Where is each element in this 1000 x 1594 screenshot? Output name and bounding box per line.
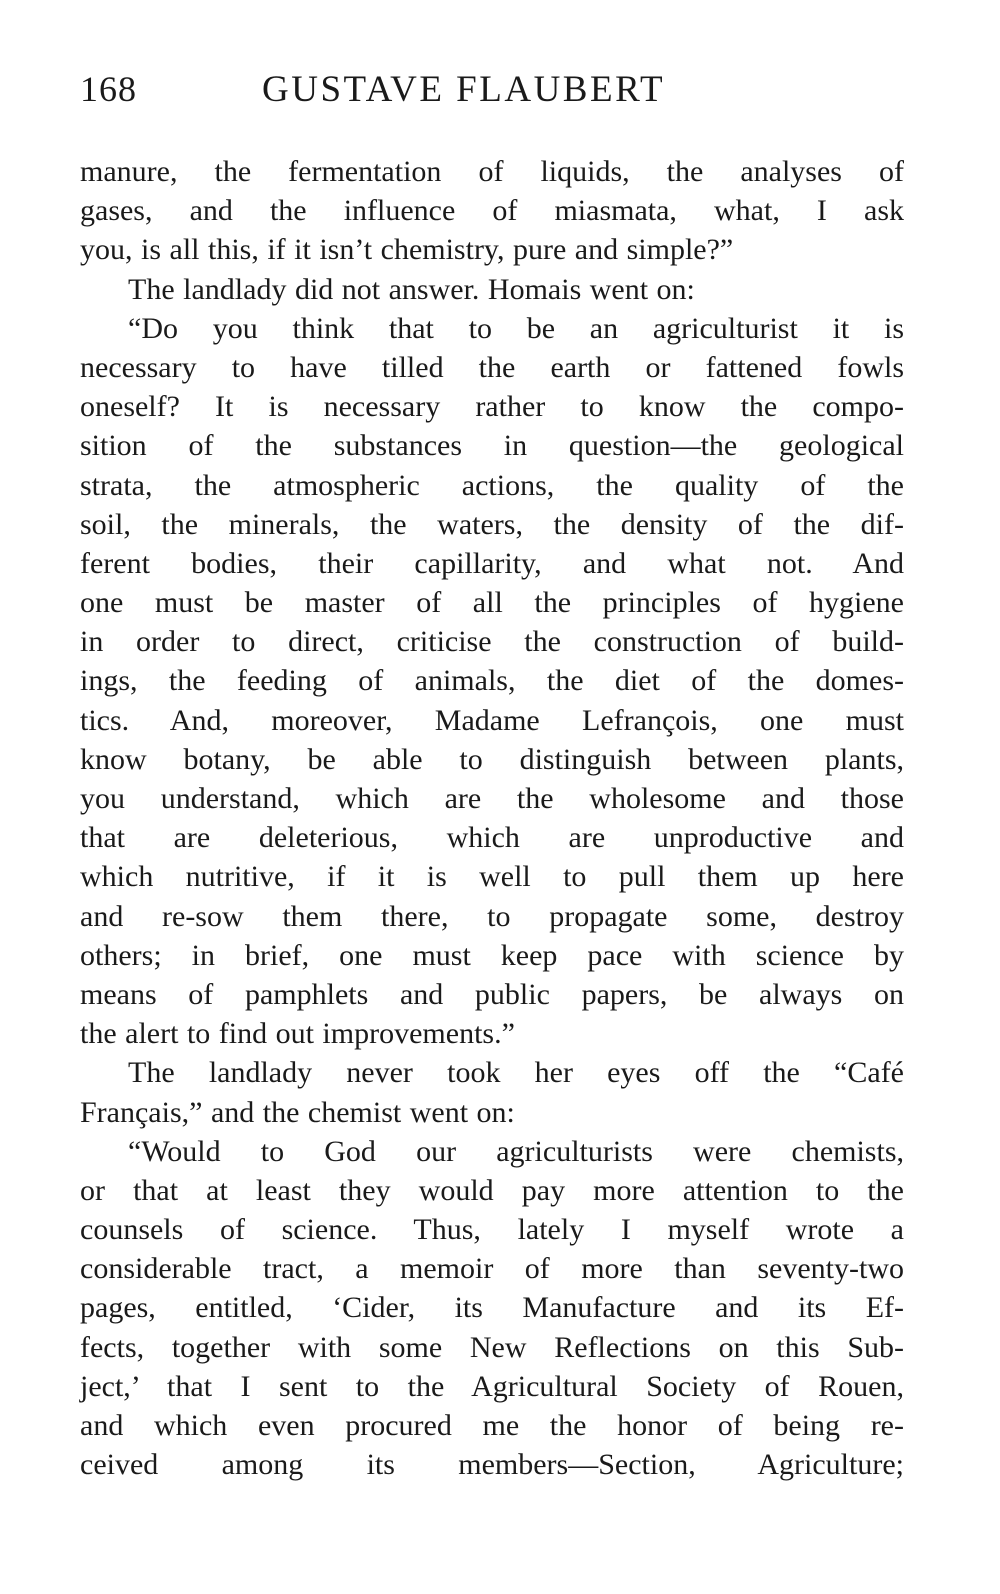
text-line: and which even procured me the honor of being re- <box>80 1409 904 1442</box>
text-line: The landlady never took her eyes off the “Café <box>128 1056 904 1090</box>
text-line: necessary to have tilled the earth or fattened fowls <box>80 350 904 384</box>
book-page <box>80 0 904 1594</box>
text-line: ferent bodies, their capillarity, and what not. And <box>80 546 904 580</box>
text-line: know botany, be able to distinguish between plants, <box>80 742 904 776</box>
text-line: strata, the atmospheric actions, the quality of the <box>80 468 904 502</box>
text-line: one must be master of all the principles of hygiene <box>80 586 904 620</box>
text-line: pages, entitled, ‘Cider, its Manufacture and its Ef- <box>80 1291 904 1325</box>
page-number: 168 <box>80 69 137 109</box>
text-line: fects, together with some New Reflections on this Sub- <box>80 1330 904 1364</box>
text-line: which nutritive, if it is well to pull them up here <box>80 860 904 894</box>
text-line: sition of the substances in question—the geological <box>80 429 904 463</box>
text-line: you, is all this, if it isn’t chemistry, pure and simple?” <box>80 233 734 267</box>
text-line: means of pamphlets and public papers, be always on <box>80 977 904 1011</box>
text-line: soil, the minerals, the waters, the density of the dif- <box>80 507 904 541</box>
running-title: GUSTAVE FLAUBERT <box>262 69 666 110</box>
text-line: you understand, which are the wholesome and those <box>80 782 904 815</box>
text-line: tics. And, moreover, Madame Lefrançois, one must <box>80 703 904 737</box>
text-line: manure, the fermentation of liquids, the analyses of <box>80 155 904 188</box>
text-line: others; in brief, one must keep pace with science by <box>80 938 904 972</box>
text-line: in order to direct, criticise the construction of build- <box>80 625 904 659</box>
text-line: the alert to find out improvements.” <box>80 1017 515 1051</box>
text-line: considerable tract, a memoir of more than seventy-two <box>80 1252 904 1286</box>
text-line: ings, the feeding of animals, the diet of the domes- <box>80 664 904 698</box>
text-line: that are deleterious, which are unproductive and <box>80 821 904 855</box>
text-line: “Do you think that to be an agriculturist it is <box>128 311 904 345</box>
body-text <box>80 152 904 1484</box>
text-line: ceived among its members—Section, Agriculture; <box>80 1448 904 1482</box>
text-line: Français,” and the chemist went on: <box>80 1095 515 1129</box>
text-line: gases, and the influence of miasmata, what, I ask <box>80 194 904 228</box>
text-line: oneself? It is necessary rather to know the compo- <box>80 390 904 424</box>
text-line: counsels of science. Thus, lately I myself wrote a <box>80 1213 904 1247</box>
text-line: or that at least they would pay more attention to the <box>80 1173 904 1207</box>
running-head <box>80 68 904 118</box>
text-line: “Would to God our agriculturists were chemists, <box>128 1134 904 1168</box>
text-line: and re-sow them there, to propagate some, destroy <box>80 899 904 933</box>
text-line: ject,’ that I sent to the Agricultural Society of Rouen, <box>80 1369 904 1403</box>
text-line: The landlady did not answer. Homais went on: <box>128 272 695 306</box>
